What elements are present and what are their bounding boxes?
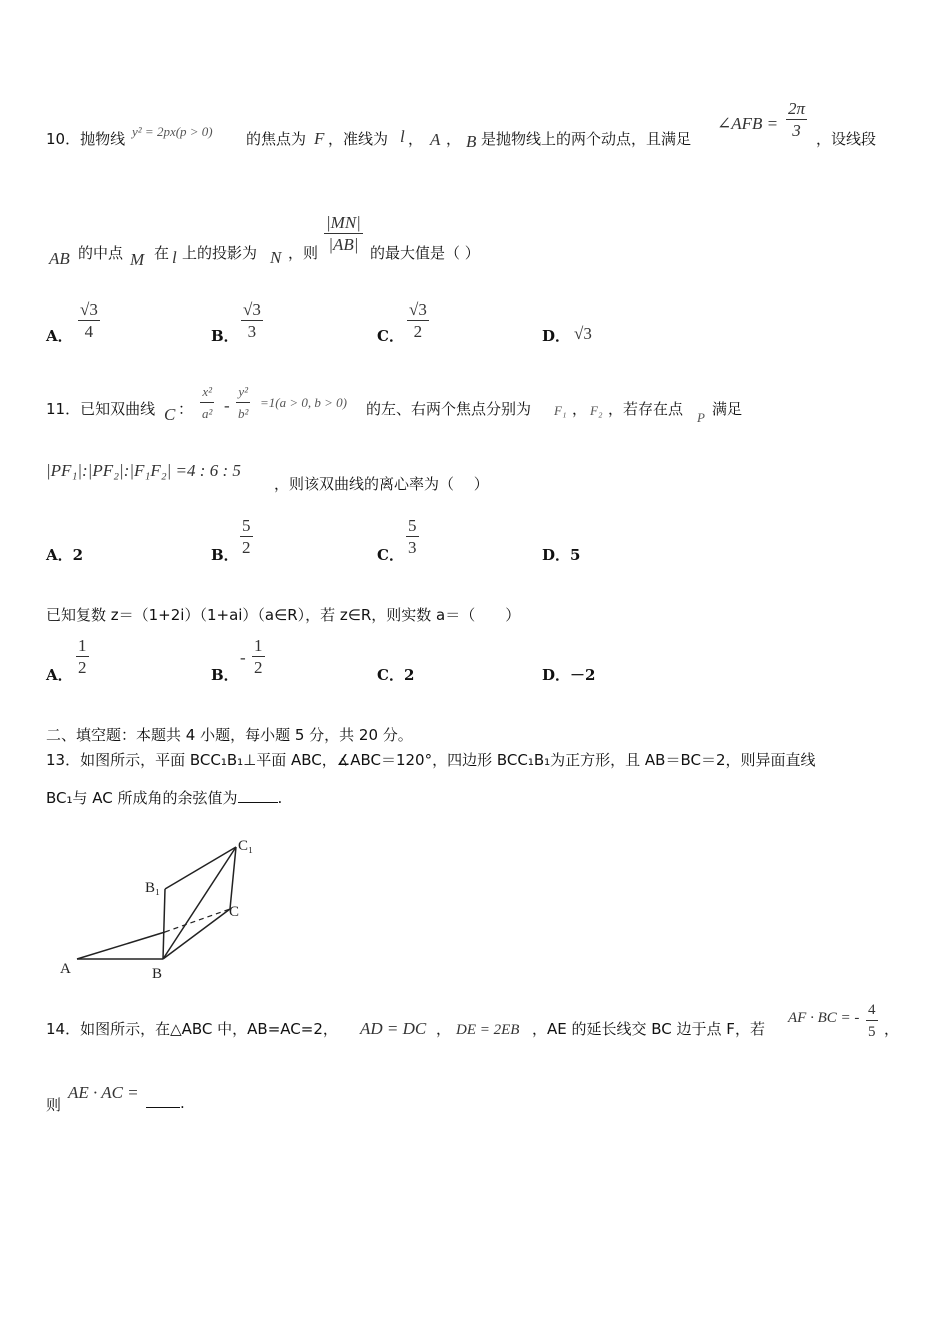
- q10-text: 在: [154, 244, 170, 262]
- q11-option-d: [542, 544, 580, 565]
- q13-text-line2: [46, 787, 282, 808]
- q11-line1: [46, 398, 155, 419]
- q10-projection-n: N: [270, 248, 282, 267]
- q14-dot-product-1: AF · BC = -: [788, 1010, 860, 1026]
- q10-text: 的中点: [78, 244, 124, 262]
- q14-frac-den: 5: [868, 1024, 876, 1040]
- q10-text: ，: [446, 130, 462, 148]
- q10-option-c-den: 2: [413, 322, 423, 341]
- q10-option-d-label: D．: [542, 327, 571, 345]
- q11-option-a-value: 2: [72, 546, 84, 564]
- q11-y-frac: [236, 382, 250, 425]
- q11-option-b-label: B．: [211, 546, 239, 564]
- edge-bc1: [163, 847, 236, 959]
- q12-option-a-den: 2: [78, 658, 87, 677]
- q14-answer: [146, 1093, 185, 1112]
- q11-text: ，若存在点: [608, 400, 684, 418]
- vertex-c-label: C: [229, 904, 240, 920]
- q10-ratio-frac: [324, 213, 363, 256]
- q10-point-a: A: [430, 130, 441, 149]
- q10-focus: F: [314, 129, 325, 148]
- edge-bc: [163, 909, 230, 959]
- q11-option-c-num: 5: [408, 516, 417, 535]
- q11-condition: =1(a > 0, b > 0): [260, 395, 347, 410]
- q11-option-b-num: 5: [242, 516, 251, 535]
- q11-focus-f1: F₁: [554, 403, 567, 418]
- q11-text: ：: [178, 400, 194, 418]
- q10-text: 是抛物线上的两个动点，且满足: [481, 130, 692, 148]
- q10-option-d-value: √3: [574, 324, 592, 343]
- q13-text: .: [277, 789, 283, 807]
- q10-text: 的焦点为: [246, 130, 307, 148]
- q12-option-b-label: B．: [211, 666, 239, 684]
- q11-option-a: [46, 544, 83, 565]
- q12-option-b-value: [252, 636, 265, 679]
- q12-option-d-label: D．: [542, 666, 571, 684]
- q11-focus-f2: F₂: [590, 403, 603, 418]
- q14-text: .: [180, 1094, 185, 1112]
- q10-text: 上的投影为: [182, 244, 258, 262]
- q13-text-line1: 13．如图所示，平面 BCC₁B₁⊥平面 ABC，∡ABC＝120°，四边形 BCC₁B₁为正方形，且 AB＝BC＝2，则异面直线: [46, 751, 816, 769]
- q11-y2: y²: [236, 382, 250, 403]
- edge-ac-hidden: [165, 909, 230, 932]
- vertex-c1-label: C₁: [238, 838, 254, 854]
- q10-text: ，准线为: [328, 130, 389, 148]
- q10-text: ，: [408, 130, 424, 148]
- q10-option-c-label: C．: [377, 327, 404, 345]
- q11-text: 已知双曲线: [80, 400, 156, 418]
- q11-a2: a²: [202, 406, 213, 421]
- q11-number: 11．: [46, 400, 81, 418]
- q13-text: BC₁与 AC 所成角的余弦值为: [46, 789, 238, 807]
- q14-dot-product-2: AE · AC =: [68, 1083, 139, 1102]
- q11-option-b-value: [240, 516, 253, 559]
- edge-ac-solid: [77, 932, 165, 959]
- q12-option-b-den: 2: [254, 658, 263, 677]
- q10-angle-den: 3: [792, 121, 801, 140]
- q10-segment-ab: AB: [49, 249, 70, 268]
- q12-text: 已知复数 z＝（1+2i）（1+ai）（a∈R），若 z∈R，则实数 a＝（ ）: [46, 606, 521, 624]
- q11-text: 的左、右两个焦点分别为: [366, 400, 532, 418]
- q11-x2: x²: [200, 382, 214, 403]
- q10-angle: ∠AFB =: [717, 114, 779, 133]
- q14-frac: [866, 1000, 878, 1043]
- q10-ratio-den: |AB|: [328, 235, 359, 254]
- q10-option-c-value: [407, 300, 429, 343]
- q11-b2: b²: [238, 406, 249, 421]
- q12-option-d-value: －2: [570, 666, 596, 684]
- q12-option-a-label: A．: [46, 666, 73, 684]
- q11-text: ，: [572, 400, 588, 418]
- q11-point-p: P: [697, 410, 705, 425]
- q12-option-c: [377, 664, 414, 685]
- q14-text: ，: [884, 1020, 900, 1038]
- q10-directrix: l: [400, 127, 405, 146]
- q10-option-b-num: √3: [243, 300, 261, 319]
- q10-ratio-num: |MN|: [326, 213, 361, 232]
- q10-option-b-label: B．: [211, 327, 239, 345]
- q14-text: ，AE 的延长线交 BC 边于点 F，若: [532, 1020, 765, 1038]
- q11-text: 满足: [712, 400, 743, 418]
- edge-b1c1: [165, 847, 236, 889]
- q12-option-b-sign: -: [240, 648, 246, 667]
- q10-directrix: l: [172, 248, 177, 267]
- q14-vector-eq2: DE = 2EB: [456, 1022, 520, 1038]
- q11-option-c-value: [406, 516, 419, 559]
- answer-blank: [238, 788, 278, 803]
- q10-option-a-den: 4: [84, 322, 94, 341]
- q14-vector-eq1: AD = DC: [360, 1019, 427, 1038]
- q10-point-b: B: [466, 132, 477, 151]
- q11-option-d-value: 5: [570, 546, 581, 564]
- answer-blank: [146, 1093, 180, 1108]
- q12-option-b-num: 1: [254, 636, 263, 655]
- q10-text: ，则: [288, 244, 319, 262]
- q14-text: ，: [436, 1020, 452, 1038]
- q11-x-frac: [200, 382, 214, 425]
- section-heading: 二、填空题：本题共 4 小题，每小题 5 分，共 20 分。: [46, 726, 413, 744]
- q10-option-b-den: 3: [247, 322, 257, 341]
- vertex-b-label: B: [152, 966, 163, 982]
- q11-option-c-den: 3: [408, 538, 417, 557]
- q10-line1: [46, 128, 125, 149]
- q14-text: 14．如图所示，在△ABC 中，AB=AC=2，: [46, 1020, 338, 1038]
- q10-option-a-num: √3: [80, 300, 98, 319]
- q14-text: 则: [46, 1096, 62, 1114]
- q14-frac-num: 4: [866, 1000, 878, 1021]
- q10-option-b-value: [241, 300, 263, 343]
- q10-angle-frac: [786, 99, 807, 142]
- q12-option-d: [542, 664, 595, 685]
- q10-parabola-eq: y² = 2px(p > 0): [132, 124, 213, 139]
- edge-cc1: [230, 847, 236, 909]
- q13-figure: [40, 825, 280, 990]
- q10-text: 的最大值是（ ）: [370, 244, 480, 262]
- q11-option-b-den: 2: [242, 538, 251, 557]
- q12-option-c-label: C．: [377, 666, 404, 684]
- q11-option-a-label: A．: [46, 546, 73, 564]
- edge-bb1: [163, 889, 165, 959]
- q12-option-c-value: 2: [403, 666, 415, 684]
- vertex-a-label: A: [60, 961, 71, 977]
- q10-text: 抛物线: [80, 130, 126, 148]
- q10-option-a-label: A．: [46, 327, 73, 345]
- vertex-b1-label: B₁: [145, 880, 161, 896]
- q11-option-c-label: C．: [377, 546, 404, 564]
- q11-curve-c: C: [164, 405, 176, 424]
- q11-text: ，则该双曲线的离心率为（ ）: [274, 475, 489, 493]
- q10-midpoint-m: M: [130, 250, 145, 269]
- q11-minus: -: [224, 396, 230, 415]
- q10-number: 10．: [46, 130, 81, 148]
- q11-option-d-label: D．: [542, 546, 571, 564]
- q10-angle-num: 2π: [788, 99, 806, 118]
- q10-option-a-value: [78, 300, 100, 343]
- q11-ratio: |PF₁|:|PF₂|:|F₁F₂| =4 : 6 : 5: [46, 461, 241, 480]
- q10-option-c-num: √3: [409, 300, 427, 319]
- q12-option-a-value: [76, 636, 89, 679]
- q10-text: ，设线段: [816, 130, 877, 148]
- q12-option-a-num: 1: [78, 636, 87, 655]
